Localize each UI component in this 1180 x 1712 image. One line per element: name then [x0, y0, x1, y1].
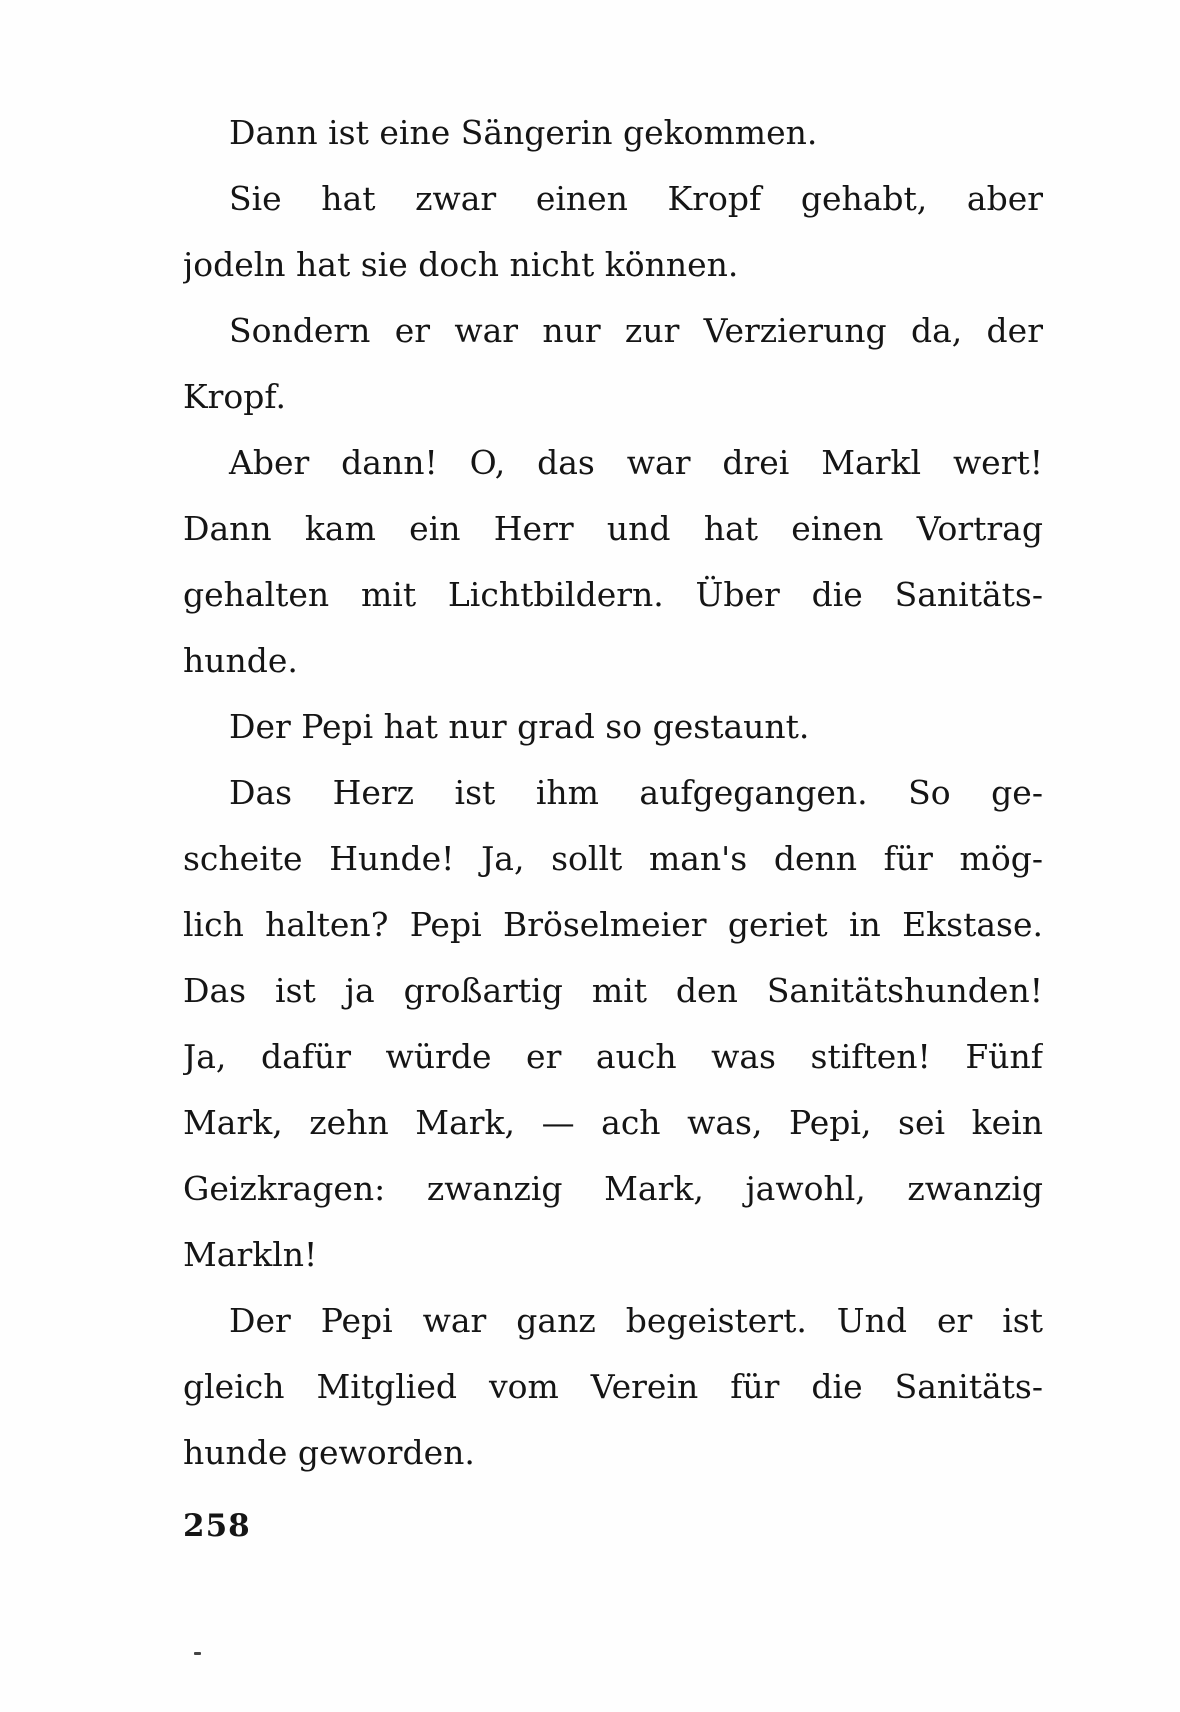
- text-line: Der Pepi hat nur grad so gestaunt.: [229, 707, 810, 746]
- text-line: Geizkragen: zwanzig Mark, jawohl, zwanzig: [183, 1169, 1043, 1208]
- text-line: hunde geworden.: [183, 1433, 475, 1472]
- text-line: Dann kam ein Herr und hat einen Vortrag: [183, 509, 1043, 548]
- text-line: Sondern er war nur zur Verzierung da, der: [229, 311, 1043, 350]
- text-line: jodeln hat sie doch nicht können.: [183, 245, 739, 284]
- text-line: gleich Mitglied vom Verein für die Sanitäts-: [183, 1367, 1043, 1406]
- text-line: Sie hat zwar einen Kropf gehabt, aber: [229, 179, 1043, 218]
- page-number: 258: [183, 1508, 251, 1544]
- text-line: lich halten? Pepi Bröselmeier geriet in Ekstase.: [183, 905, 1043, 944]
- text-line: Markln!: [183, 1235, 318, 1274]
- text-line: Mark, zehn Mark, — ach was, Pepi, sei kein: [183, 1103, 1043, 1142]
- page-body-text: [183, 100, 1043, 1486]
- text-line: gehalten mit Lichtbildern. Über die Sanitäts-: [183, 575, 1043, 614]
- text-line: Das Herz ist ihm aufgegangen. So ge-: [229, 773, 1043, 812]
- text-line: hunde.: [183, 641, 298, 680]
- text-line: scheite Hunde! Ja, sollt man's denn für mög-: [183, 839, 1043, 878]
- text-line: Das ist ja großartig mit den Sanitätshunden!: [183, 971, 1043, 1010]
- text-line: Kropf.: [183, 377, 286, 416]
- text-line: Dann ist eine Sängerin gekommen.: [229, 113, 818, 152]
- print-speck: [194, 1652, 201, 1655]
- text-line: Ja, dafür würde er auch was stiften! Fünf: [183, 1037, 1043, 1076]
- text-line: Aber dann! O, das war drei Markl wert!: [229, 443, 1043, 482]
- text-line: Der Pepi war ganz begeistert. Und er ist: [229, 1301, 1043, 1340]
